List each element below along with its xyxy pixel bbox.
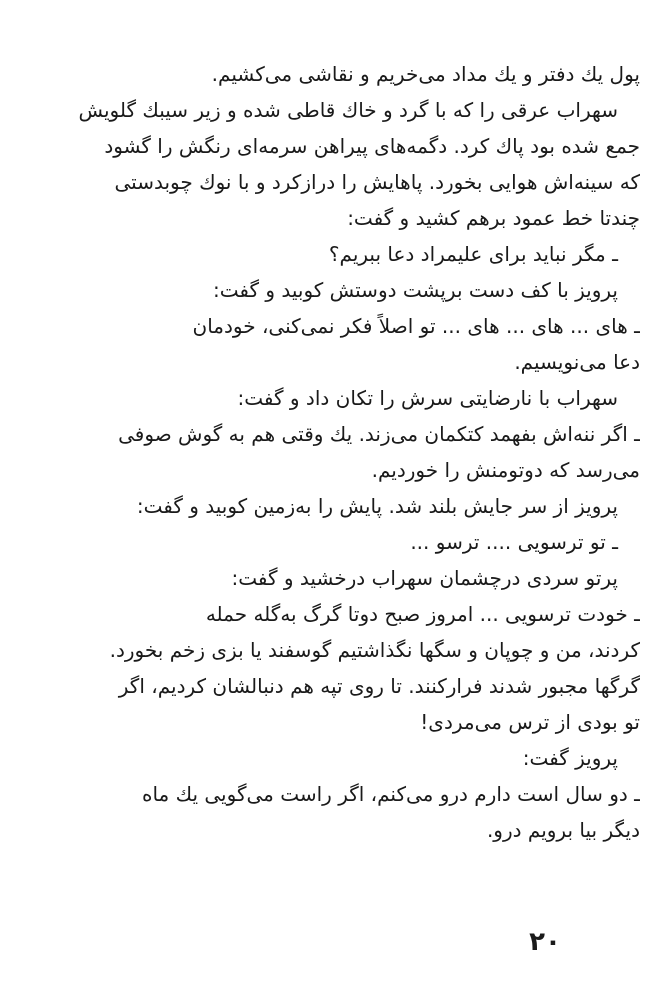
- text-line: دیگر بیا برویم درو.: [486, 818, 640, 842]
- body-text: [40, 56, 640, 848]
- text-line: سهراب عرقی را که با گرد و خاك قاطی شده و زیر سیبك گلویش: [78, 98, 618, 122]
- text-line: ـ خودت ترسویی ... امروز صبح دوتا گرگ به‌گله حمله: [205, 602, 640, 626]
- text-line: ـ های ... های ... های ... تو اصلاً فکر نمی‌کنی، خودمان: [192, 314, 640, 338]
- text-line: کردند، من و چوپان و سگها نگذاشتیم گوسفند یا بزی زخم بخورد.: [109, 638, 640, 662]
- text-line: تو بودی از ترس می‌مردی!: [420, 710, 640, 734]
- text-line: پرویز از سر جایش بلند شد. پایش را به‌زمین کوبید و گفت:: [136, 494, 618, 518]
- text-line: سهراب با نارضایتی سرش را تکان داد و گفت:: [237, 386, 618, 410]
- text-line: گرگها مجبور شدند فرارکنند. تا روی تپه هم دنبالشان کردیم، اگر: [118, 674, 640, 698]
- text-line: پول یك دفتر و یك مداد می‌خریم و نقاشی می‌کشیم.: [211, 62, 640, 86]
- text-line: ـ تو ترسویی .... ترسو ...: [410, 530, 618, 554]
- text-line: که سینه‌اش هوایی بخورد. پاهایش را درازکرد و با نوك چوبدستی: [114, 170, 640, 194]
- text-line: چندتا خط عمود برهم کشید و گفت:: [347, 206, 640, 230]
- text-line: جمع شده بود پاك کرد. دگمه‌های پیراهن سرمه‌ای رنگش را گشود: [104, 134, 640, 158]
- text-line: دعا می‌نویسیم.: [514, 350, 640, 374]
- text-line: پرویز گفت:: [522, 746, 618, 770]
- text-line: ـ اگر ننه‌اش بفهمد کتکمان می‌زند. یك وقتی هم به گوش صوفی: [118, 422, 640, 446]
- text-line: پرویز با کف دست برپشت دوستش کوبید و گفت:: [212, 278, 618, 302]
- text-line: ـ دو سال است دارم درو می‌کنم، اگر راست می‌گویی یك ماه: [141, 782, 640, 806]
- text-line: پرتو سردی درچشمان سهراب درخشید و گفت:: [231, 566, 618, 590]
- text-line: می‌رسد که دوتومنش را خوردیم.: [371, 458, 640, 482]
- page-number: ۲۰: [529, 927, 561, 957]
- text-line: ـ مگر نباید برای علیمراد دعا ببریم؟: [328, 242, 618, 266]
